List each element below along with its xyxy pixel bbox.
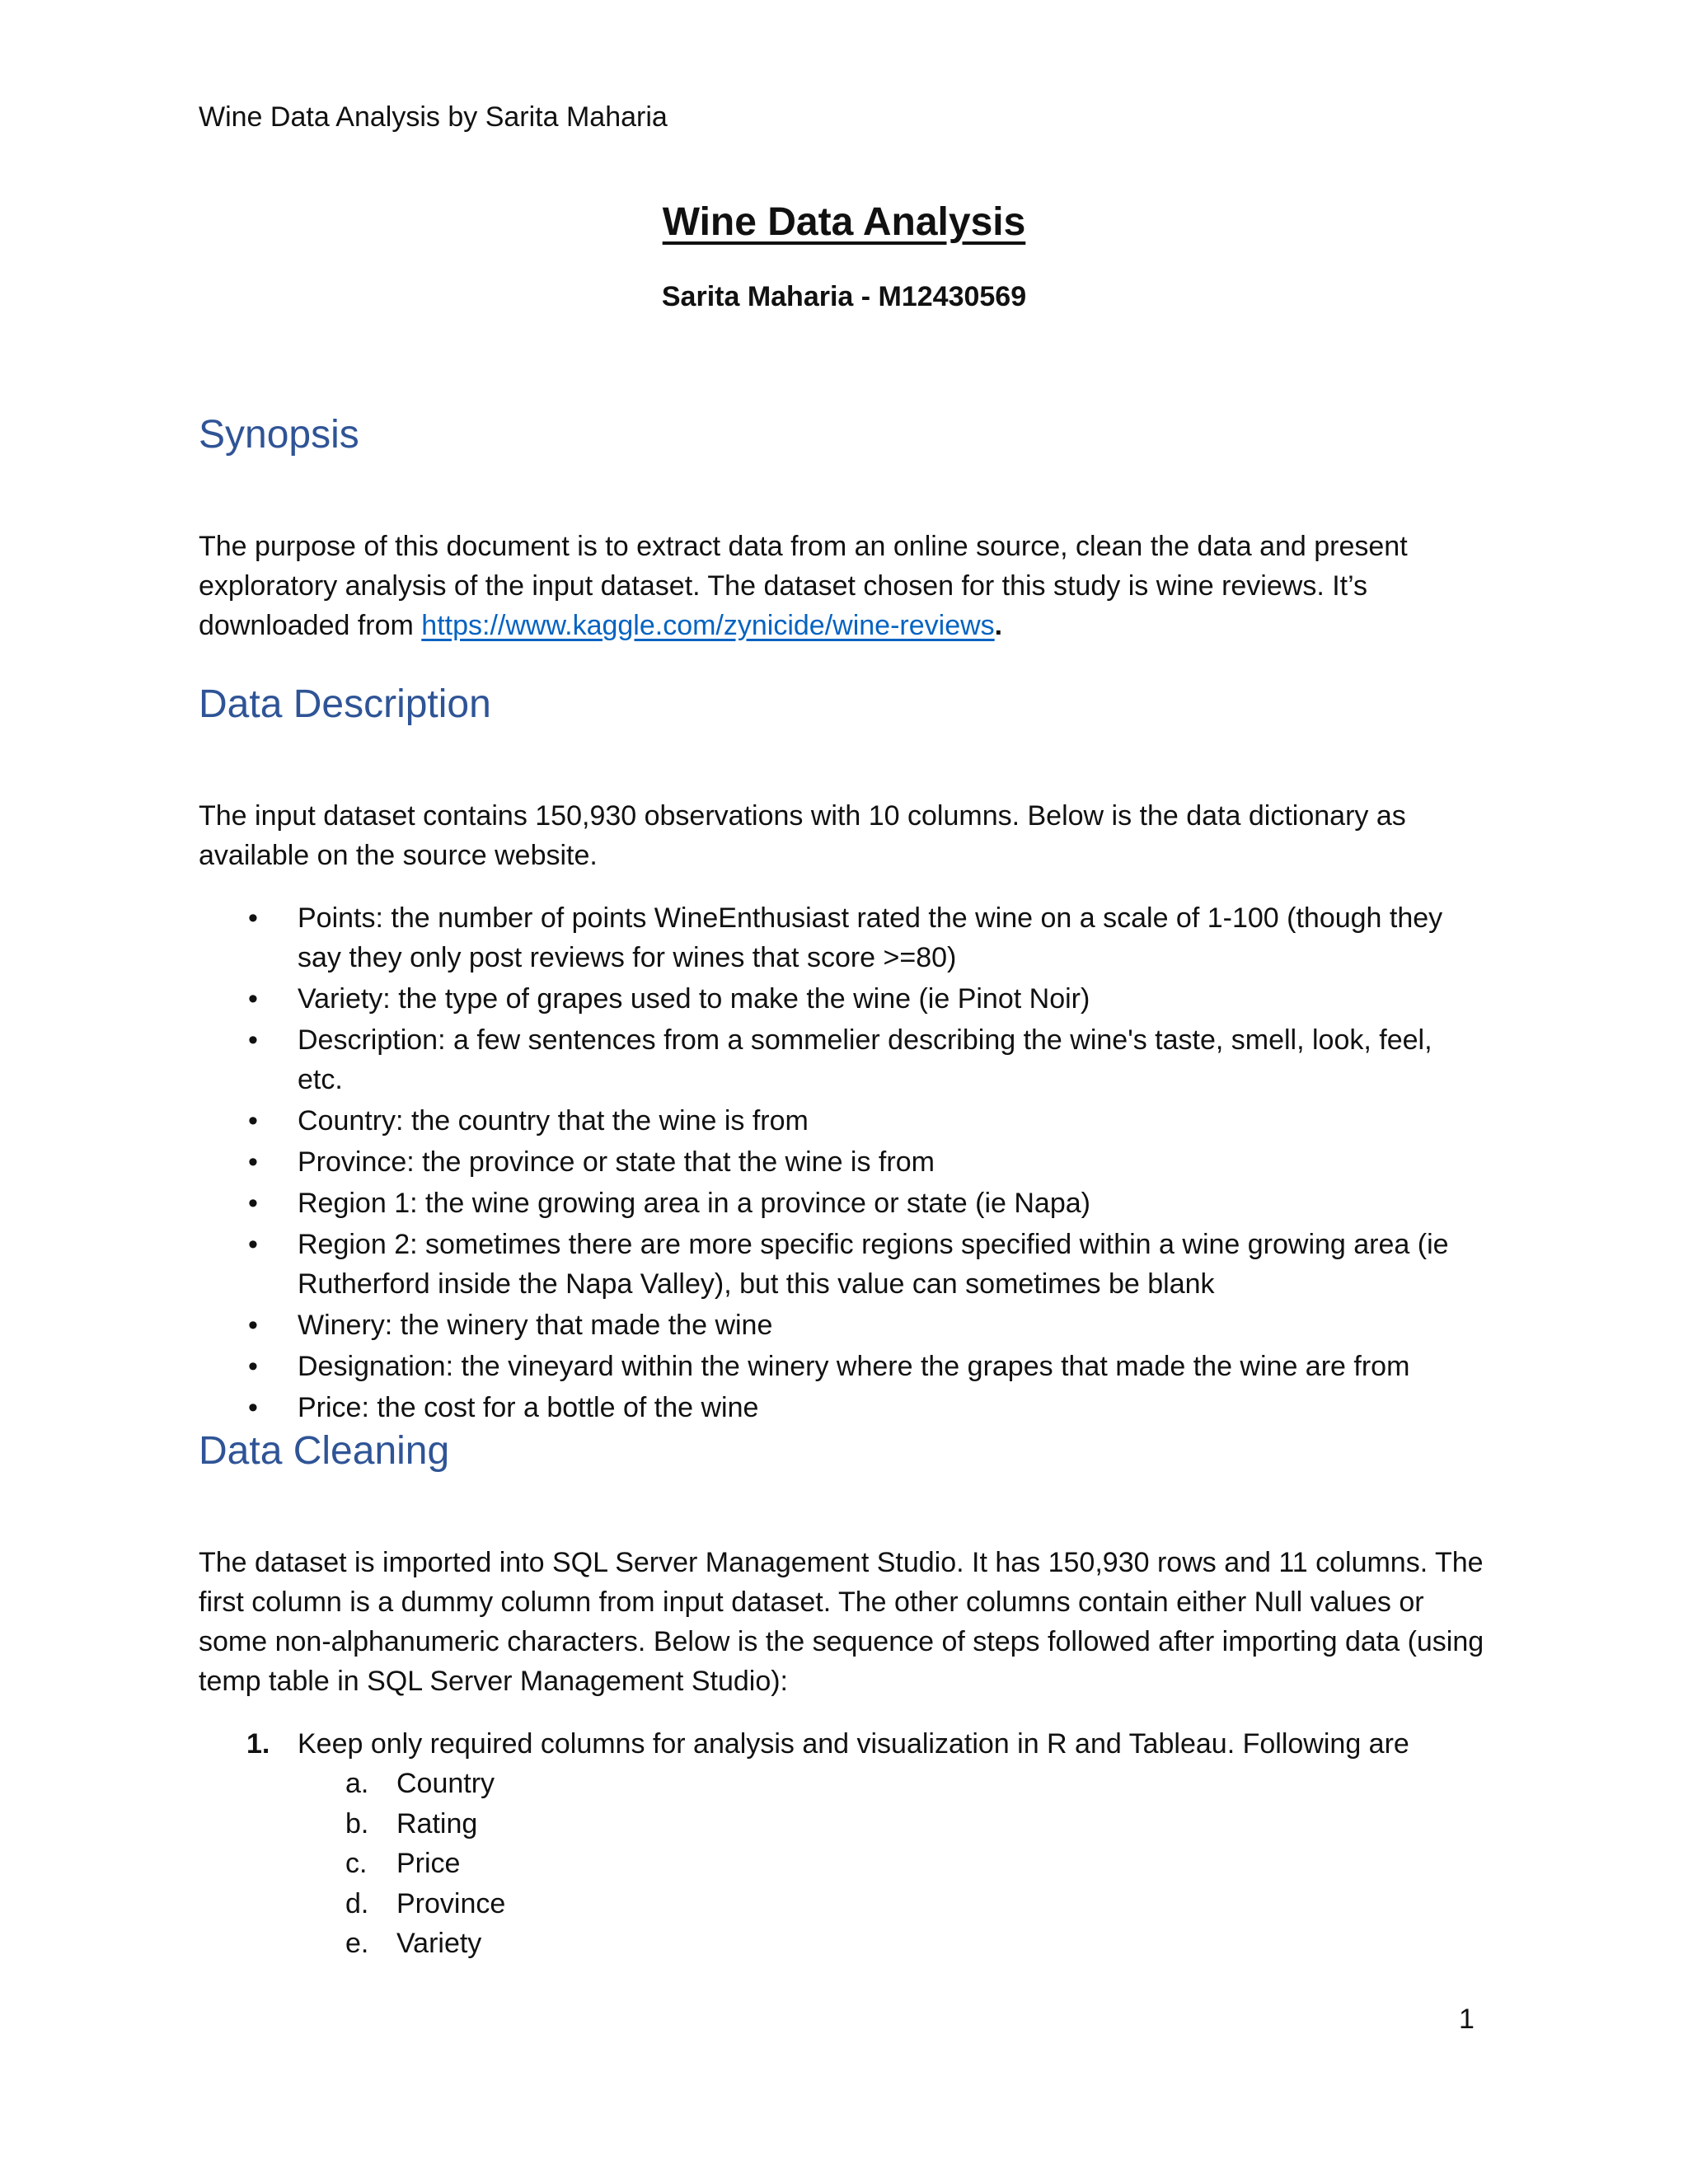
bullet-icon: • bbox=[248, 1188, 258, 1219]
bullet-icon: • bbox=[248, 1024, 258, 1056]
list-item: c. Price bbox=[345, 1848, 461, 1879]
bullet-icon: • bbox=[248, 1229, 258, 1260]
list-item: • Variety: the type of grapes used to make the wine (ie Pinot Noir) bbox=[199, 979, 1484, 1019]
synopsis-paragraph bbox=[199, 527, 1484, 645]
list-item: • Description: a few sentences from a sommelier describing the wine's taste, smell, look, feel, etc. bbox=[199, 1020, 1484, 1099]
list-item: • Province: the province or state that the wine is from bbox=[199, 1142, 1484, 1182]
list-item: • Region 1: the wine growing area in a province or state (ie Napa) bbox=[199, 1183, 1484, 1223]
list-item: • Designation: the vineyard within the winery where the grapes that made the wine are from bbox=[199, 1347, 1484, 1386]
bullet-icon: • bbox=[248, 1146, 258, 1178]
bullet-icon: • bbox=[248, 902, 258, 934]
kaggle-source-link[interactable]: https://www.kaggle.com/zynicide/wine-reviews bbox=[421, 610, 995, 641]
cleaning-step bbox=[199, 1724, 1484, 1964]
data-cleaning-heading: Data Cleaning bbox=[199, 1429, 450, 1473]
list-item: e. Variety bbox=[345, 1928, 482, 1959]
list-item: • Points: the number of points WineEnthusiast rated the wine on a scale of 1-100 (though they say they only post reviews for wines that score >=80) bbox=[199, 898, 1484, 977]
data-dictionary-list bbox=[199, 898, 1484, 1429]
synopsis-end: . bbox=[994, 610, 1003, 641]
bullet-icon: • bbox=[248, 1351, 258, 1382]
step-number: 1. bbox=[246, 1728, 270, 1760]
bullet-icon: • bbox=[248, 1310, 258, 1341]
list-item: a. Country bbox=[345, 1768, 495, 1799]
list-item: • Winery: the winery that made the wine bbox=[199, 1305, 1484, 1345]
data-description-intro: The input dataset contains 150,930 observations with 10 columns. Below is the data dictionary as available on the source website. bbox=[199, 800, 1406, 871]
required-columns-list bbox=[298, 1764, 1484, 1964]
list-item: b. Rating bbox=[345, 1807, 478, 1840]
list-item: • Country: the country that the wine is from bbox=[199, 1101, 1484, 1141]
step-text: Keep only required columns for analysis and visualization in R and Tableau. Following are bbox=[298, 1728, 1409, 1760]
list-item: d. Province bbox=[345, 1887, 506, 1919]
synopsis-heading: Synopsis bbox=[199, 413, 359, 457]
data-cleaning-intro: The dataset is imported into SQL Server Management Studio. It has 150,930 rows and 11 columns. The first column is a dummy column from input dataset. The other columns contain either Null values or some non-alphanumeric characters. Below is the sequence of steps followed after importing data (using temp table in SQL Server Management Studio): bbox=[199, 1547, 1484, 1697]
document-title: Wine Data Analysis bbox=[662, 200, 1026, 244]
cleaning-steps-list bbox=[199, 1724, 1484, 1964]
list-item: • Price: the cost for a bottle of the wine bbox=[199, 1388, 1484, 1427]
page-number: 1 bbox=[1459, 2004, 1475, 2035]
bullet-icon: • bbox=[248, 1392, 258, 1423]
running-header: Wine Data Analysis by Sarita Maharia bbox=[199, 101, 668, 133]
bullet-icon: • bbox=[248, 983, 258, 1015]
document-subtitle: Sarita Maharia - M12430569 bbox=[661, 281, 1027, 312]
synopsis-text: The purpose of this document is to extract data from an online source, clean the data and present exploratory analysis of the input dataset. The dataset chosen for this study is wine reviews. It’s downloaded from bbox=[199, 531, 1408, 641]
list-item: • Region 2: sometimes there are more specific regions specified within a wine growing area (ie Rutherford inside the Napa Valley), but this value can sometimes be blank bbox=[199, 1225, 1484, 1304]
data-description-heading: Data Description bbox=[199, 682, 491, 726]
bullet-icon: • bbox=[248, 1105, 258, 1137]
